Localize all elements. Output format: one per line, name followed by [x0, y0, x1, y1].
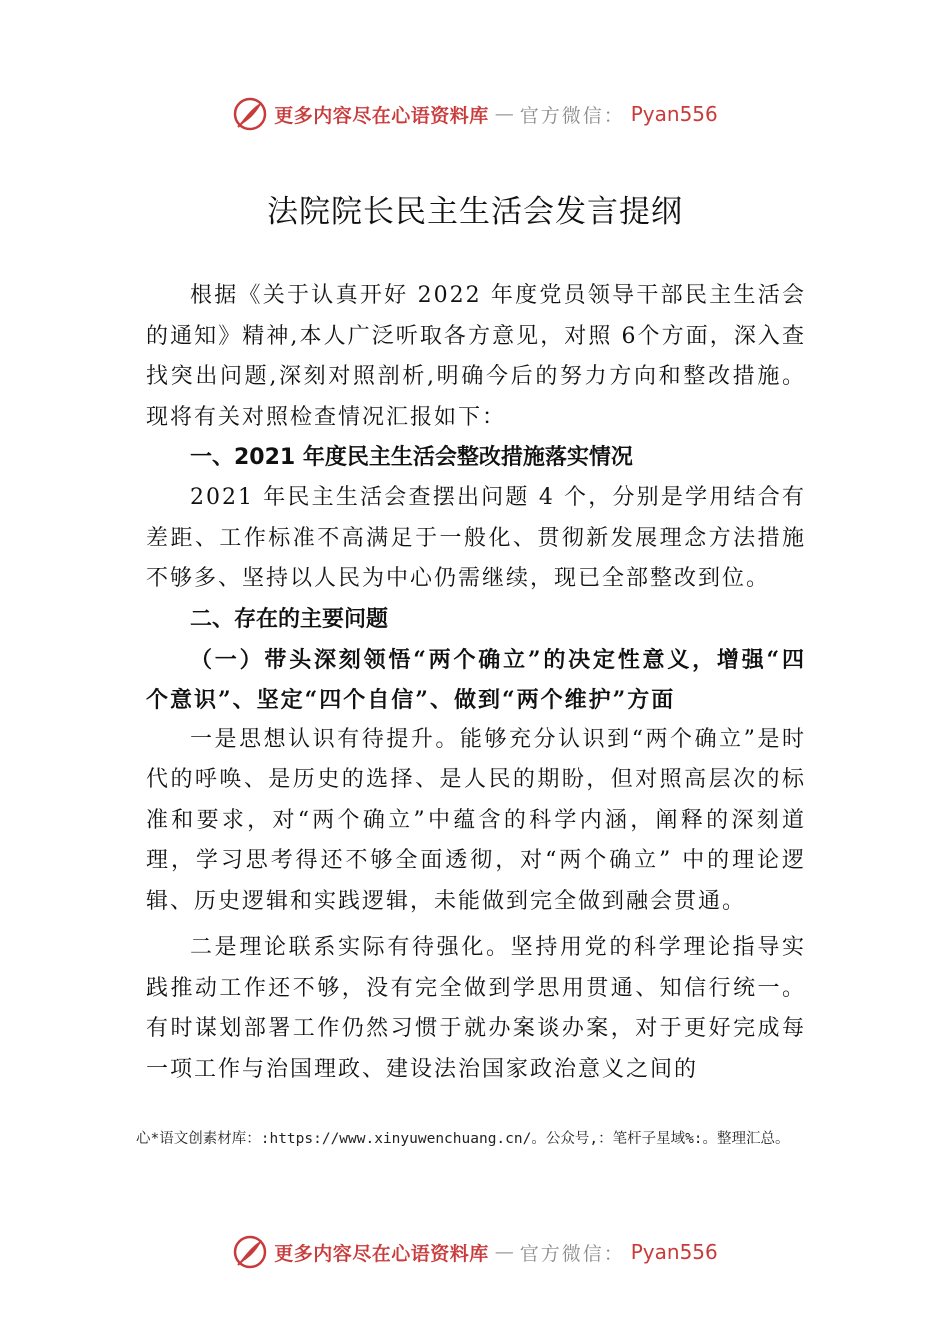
feather-quill-logo-icon	[232, 1234, 268, 1270]
wechat-id: Pyan556	[630, 102, 718, 126]
subsection1-heading: （一）带头深刻领悟“两个确立”的决定性意义，增强“四个意识”、坚定“四个自信”、做到“两个维护”方面	[146, 646, 806, 713]
source-footnote: 心*语文创素材库：:https://www.xinyuwenchuang.cn/。公众号,：笔杆子星域%:。整理汇总。	[136, 1131, 790, 1147]
intro-paragraph: 根据《关于认真开好 2022 年度党员领导干部民主生活会的通知》精神,本人广泛听取各方意见，对照 6个方面，深入查找突出问题,深刻对照剖析,明确今后的努力方向和整改措施。现将有关对照检查情况汇报如下：	[146, 283, 806, 430]
brand-text: 更多内容尽在心语资料库	[274, 104, 489, 127]
document-body	[146, 276, 806, 1090]
brand-text: 更多内容尽在心语资料库	[274, 1242, 489, 1265]
footer-banner	[0, 1232, 950, 1272]
point2-paragraph: 二是理论联系实际有待强化。坚持用党的科学理论指导实践推动工作还不够，没有完全做到学思用贯通、知信行统一。有时谋划部署工作仍然习惯于就办案谈办案，对于更好完成每一项工作与治国理政、建设法治国家政治意义之间的	[146, 935, 806, 1082]
section2-heading: 二、存在的主要问题	[190, 606, 389, 632]
wechat-label: 官方微信：	[519, 104, 625, 127]
section1-paragraph: 2021 年民主生活会查摆出问题 4 个，分别是学用结合有差距、工作标准不高满足于一般化、贯彻新发展理念方法措施不够多、坚持以人民为中心仍需继续，现已全部整改到位。	[146, 485, 806, 591]
document-title: 法院院长民主生活会发言提纲	[267, 194, 683, 230]
header-banner	[0, 94, 950, 134]
wechat-label: 官方微信：	[519, 1242, 625, 1265]
wechat-id: Pyan556	[630, 1240, 718, 1264]
feather-quill-logo-icon	[232, 96, 268, 132]
point1-paragraph: 一是思想认识有待提升。能够充分认识到“两个确立”是时代的呼唤、是历史的选择、是人民的期盼，但对照高层次的标准和要求，对“两个确立”中蕴含的科学内涵，阐释的深刻道理，学习思考得还不够全面透彻，对“两个确立” 中的理论逻辑、历史逻辑和实践逻辑，未能做到完全做到融会贯通。	[146, 726, 806, 914]
separator-dash: —	[494, 1241, 514, 1263]
separator-dash: —	[494, 103, 514, 125]
section1-heading: 一、2021 年度民主生活会整改措施落实情况	[190, 445, 633, 470]
